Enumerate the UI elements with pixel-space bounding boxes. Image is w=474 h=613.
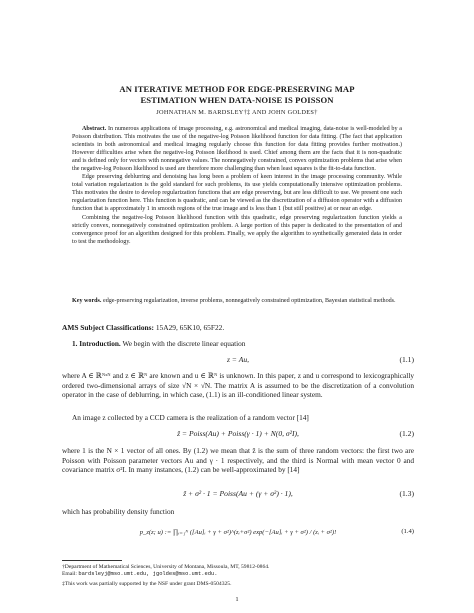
paper-title xyxy=(0,84,474,106)
abstract-paragraph-3: Combining the negative-log Poisson likelihood function with this quadratic, edge preserving regularization function yields a strictly convex, nonnegatively constrained optimization problem. A large portion of this paper is dedicated to the presentation of and convergence proof for an algorithm designed for this problem. Finally, we apply the algorithm to synthetically generated data in order to test the methodology. xyxy=(72,214,402,245)
title-line-2: ESTIMATION WHEN DATA-NOISE IS POISSON xyxy=(140,95,334,105)
equation-1-4 xyxy=(62,528,414,540)
abstract-text-1: In numerous applications of image processing, e.g. astronomical and medical imaging, data-noise is well-modeled by a Poisson distribution. This motivates the use of the negative-log Poisson likelihood function for data fitting. (The fact that application scientists in both astronomical and medical imaging regularly choose this function for data fitting provides further motivation.) However difficulties arise when the negative-log Poisson likelihood is used. Chief among them are the facts that it is non-quadratic and is defined only for vectors with nonnegative values. The nonnegatively constrained, convex optimization problems that arise when the negative-log Poisson likelihood is used are therefore more challenging than when least squares is the fit-to-data function. xyxy=(72,126,402,173)
footnote-affiliation xyxy=(62,564,414,578)
equation-1-4-expr: p_z(z; u) := ∏ᵢ₌₁ᴺ ([Au]ᵢ + γ + σ²)^(zᵢ+σ²) exp(−[Au]ᵢ + γ + σ²) / (zᵢ + σ²)! xyxy=(139,529,337,536)
abstract-paragraph-2: Edge preserving deblurring and denoising has long been a problem of keen interest in the image processing community. While total variation regularization is the gold standard for such problems, its use yields computationally intensive optimization problems. This motivates the desire to develop regularization functions that are edge preserving, but are less difficult to use. We present one such regularization function here. This function is quadratic, and can be viewed as the discretization of a diffusion operator with a diffusion function that is approximately 1 in smooth regions of the true image and is less than 1 (but still positive) at or near an edge. xyxy=(72,174,402,213)
equation-1-2 xyxy=(62,429,414,441)
equation-1-2-number: (1.2) xyxy=(399,429,414,438)
footnote-email: bardsleyj@mso.umt.edu, jgoldes@mso.umt.edu. xyxy=(78,571,218,577)
author-list: JOHNATHAN M. BARDSLEY†‡ AND JOHN GOLDES† xyxy=(156,109,318,116)
keywords-label: Key words. xyxy=(72,298,102,304)
equation-1-1-expr: z = Au, xyxy=(226,355,250,364)
keywords-text: edge-preserving regularization, inverse problems, nonnegatively constrained optimization, Bayesian statistical methods. xyxy=(102,298,396,304)
footnote-divider xyxy=(62,560,122,561)
keywords xyxy=(72,297,402,305)
equation-1-3-number: (1.3) xyxy=(399,489,414,498)
equation-1-1 xyxy=(62,355,414,367)
abstract xyxy=(72,125,402,246)
ams-codes: 15A29, 65K10, 65F22. xyxy=(155,323,225,332)
paragraph-3: where 1 is the N × 1 vector of all ones. By (1.2) we mean that ẑ is the sum of three random vectors: the first two are Poisson with Poisson parameter vectors Au and γ · 1 respectively, and the third is Normal with mean vector 0 and covariance matrix σ²I. In many instances, (1.2) can be well-approximated by [14] xyxy=(62,446,414,475)
equation-1-1-number: (1.1) xyxy=(399,355,414,364)
section-lead-text: We begin with the discrete linear equation xyxy=(122,339,246,348)
ams-label: AMS Subject Classifications: xyxy=(62,323,154,332)
equation-1-4-number: (1.4) xyxy=(401,528,414,535)
footnote-email-line xyxy=(62,571,414,578)
equation-1-3 xyxy=(62,489,414,501)
title-line-1: AN ITERATIVE METHOD FOR EDGE-PRESERVING MAP xyxy=(119,84,355,94)
ams-classification xyxy=(62,323,224,332)
footnote-email-label: Email: xyxy=(62,571,77,577)
section-1-intro xyxy=(62,339,414,349)
page-number: 1 xyxy=(235,596,239,603)
paragraph-4: which has probability density function xyxy=(62,507,175,516)
equation-1-2-expr: ẑ = Poiss(Au) + Poiss(γ · 1) + N(0, σ²I), xyxy=(177,429,299,438)
paragraph-1: where A ∈ ℝᴺˣᴺ and z ∈ ℝᴺ are known and u ∈ ℝᴺ is unknown. In this paper, z and u correspond to lexicographically ordered two-dimensional arrays of size √N × √N. The matrix A is assumed to be the discretization of a convolution operator in the case of deblurring, in which case, (1.1) is an ill-conditioned linear system. xyxy=(62,371,414,400)
abstract-label: Abstract. xyxy=(82,126,107,132)
section-heading: 1. Introduction. xyxy=(72,339,121,348)
footnote-affiliation-text: †Department of Mathematical Sciences, University of Montana, Missoula, MT, 59812-0864. xyxy=(62,564,270,570)
paragraph-2: An image z collected by a CCD camera is the realization of a random vector [14] xyxy=(72,413,309,422)
footnote-funding: ‡This work was partially supported by the NSF under grant DMS-0504325. xyxy=(62,581,232,587)
equation-1-3-expr: ẑ + σ² · 1 = Poiss(Au + (γ + σ²) · 1), xyxy=(183,489,293,498)
abstract-paragraph-1 xyxy=(72,125,402,173)
